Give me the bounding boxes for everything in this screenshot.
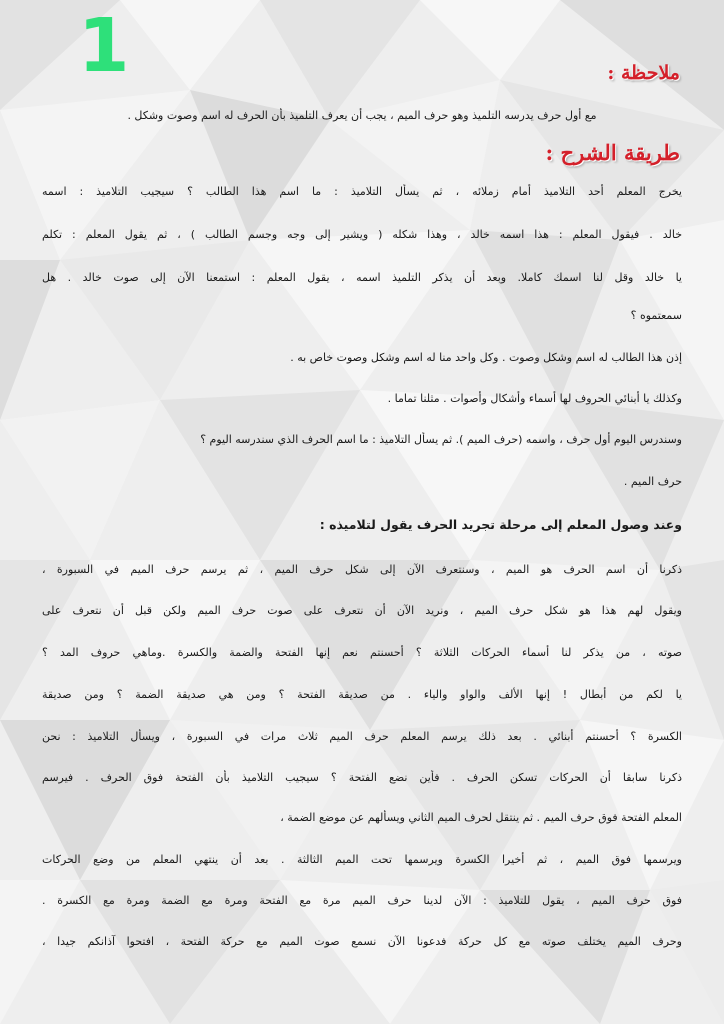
stage-line: ويقول لهم هذا هو شكل حرف الميم ، ونريد الآن أن نتعرف على صوت حرف الميم ولكن قبل أن نتعرف على: [42, 604, 682, 617]
paragraph-line: إذن هذا الطالب له اسم وشكل وصوت . وكل واحد منا له اسم وشكل وصوت خاص به .: [290, 351, 682, 364]
note-heading: ملاحظة :: [607, 62, 680, 84]
paragraph-line: خالد . فيقول المعلم : هذا اسمه خالد ، وهذا شكله ( ويشير إلى وجه وجسم الطالب ) ، ثم يقول المعلم : تكلم: [42, 228, 682, 241]
method-heading: طريقة الشرح :: [545, 140, 680, 165]
paragraph-line: يخرج المعلم أحد التلاميذ أمام زملائه ، ثم يسأل التلاميذ : ما اسم هذا الطالب ؟ سيجيب التلاميذ : اسمه: [42, 185, 682, 198]
page-number: 1: [78, 3, 130, 89]
stage-line: يا لكم من أبطال ! إنها الألف والواو والياء . من صديقة الفتحة ؟ ومن هي صديقة الضمة ؟ ومن صديقة: [42, 688, 682, 701]
paragraph-line: وسندرس اليوم أول حرف ، واسمه (حرف الميم ). ثم يسأل التلاميذ : ما اسم الحرف الذي سندرسه اليوم ؟: [200, 433, 682, 446]
paragraph-line: يا خالد وقل لنا اسمك كاملا. وبعد أن يذكر التلميذ اسمه ، يقول المعلم : استمعنا الآن إلى صوت خالد . هل: [42, 271, 682, 284]
stage-heading: وعند وصول المعلم إلى مرحلة تجريد الحرف يقول لتلاميذه :: [319, 517, 682, 532]
stage-line: الكسرة ؟ أحسنتم أبنائي . بعد ذلك يرسم المعلم حرف الميم ثلاث مرات في السبورة ، ويسأل التلاميذ : نحن: [42, 730, 682, 743]
paragraph-line: حرف الميم .: [623, 475, 682, 488]
stage-line: وحرف الميم يختلف صوته مع كل حركة فدعونا الآن نسمع صوت الميم مع حركة الفتحة ، افتحوا آذانكم جيدا ،: [42, 935, 682, 948]
stage-line: المعلم الفتحة فوق حرف الميم . ثم ينتقل لحرف الميم الثاني ويسألهم عن موضع الضمة ،: [280, 811, 682, 824]
stage-line: صوته ، من يذكر لنا أسماء الحركات الثلاثة ؟ أحسنتم نعم إنها الفتحة والضمة والكسرة .وماهي حروف المد ؟: [42, 646, 682, 659]
stage-line: ذكرنا سابقا أن الحركات تسكن الحرف . فأين نضع الفتحة ؟ سيجيب التلاميذ بأن الفتحة فوق الحرف . فيرسم: [42, 771, 682, 784]
stage-line: ذكرنا أن اسم الحرف هو الميم ، وسنتعرف الآن إلى شكل حرف الميم ، ثم يرسم حرف الميم في السبورة ،: [42, 563, 682, 576]
paragraph-line: وكذلك يا أبنائي الحروف لها أسماء وأشكال وأصوات . مثلنا تماما .: [387, 392, 682, 405]
stage-line: فوق حرف الميم ، يقول للتلاميذ : الآن لدينا حرف الميم مرة مع الفتحة ومرة مع الضمة ومرة مع الكسرة .: [42, 894, 682, 907]
note-text: مع أول حرف يدرسه التلميذ وهو حرف الميم ، يجب أن يعرف التلميذ بأن الحرف له اسم وصوت وشكل .: [127, 109, 597, 122]
paragraph-line: سمعتموه ؟: [630, 309, 682, 322]
stage-line: ويرسمها فوق الميم ، ثم أخيرا الكسرة ويرسمها تحت الميم الثالثة . بعد أن ينتهي المعلم من وضع الحركات: [42, 853, 682, 866]
